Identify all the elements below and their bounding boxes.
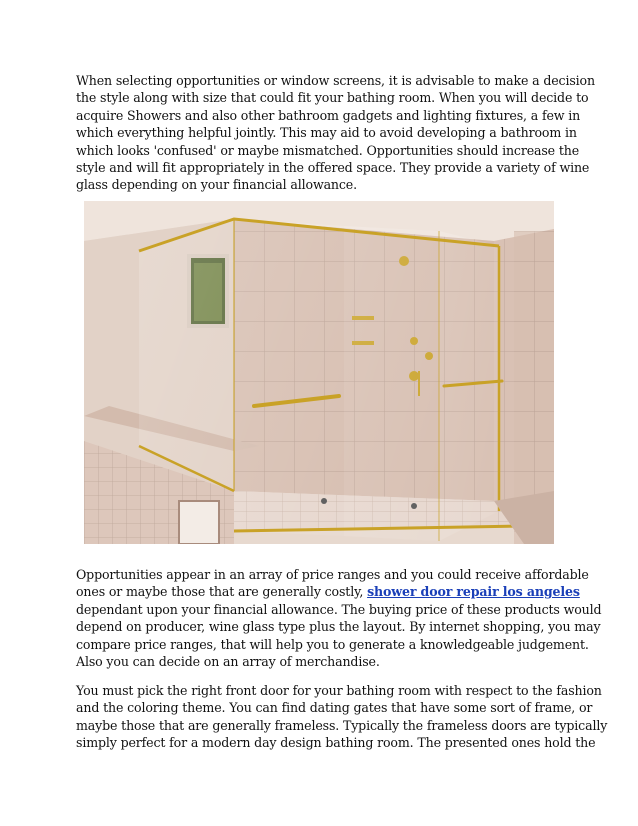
text-line: depend on producer, wine glass type plus the layout. By internet shopping, you may: [76, 619, 601, 635]
text-line: maybe those that are generally frameless. Typically the frameless doors are typically: [76, 717, 608, 733]
text-line: which looks 'confused' or maybe mismatched. Opportunities should increase the: [76, 142, 580, 158]
text-line: and the coloring theme. You can find dating gates that have some sort of frame, or: [76, 700, 593, 716]
text-line: glass depending on your financial allowance.: [76, 177, 357, 193]
shower-enclosure-photo: [84, 201, 554, 544]
text-line: the style along with size that could fit your bathing room. When you will decide to: [76, 90, 589, 106]
paragraph-1: [76, 72, 595, 194]
text-line: dependant upon your financial allowance. The buying price of these products would: [76, 601, 602, 617]
shower-door-repair-link[interactable]: shower door repair los angeles: [367, 584, 580, 600]
text-fragment: ones or maybe those that are generally costly,: [76, 584, 368, 600]
text-line: [76, 583, 580, 600]
text-line: When selecting opportunities or window screens, it is advisable to make a decision: [76, 73, 595, 88]
text-line: You must pick the right front door for your bathing room with respect to the fashion: [76, 683, 602, 698]
text-line: Opportunities appear in an array of price ranges and you could receive affordable: [76, 567, 589, 582]
text-line: compare price ranges, that will help you to generate a knowledgeable judgement.: [76, 636, 589, 652]
text-line: acquire Showers and also other bathroom gadgets and lighting fixtures, a few in: [76, 107, 581, 123]
photo-illustration: [84, 201, 554, 544]
text-line: which everything helpful jointly. This may aid to avoid developing a bathroom in: [76, 125, 577, 141]
paragraph-2: [76, 566, 602, 670]
text-line: Also you can decide on an array of merchandise.: [76, 654, 380, 670]
paragraph-3: [76, 682, 608, 752]
text-line: simply perfect for a modern day design bathing room. The presented ones hold the: [76, 735, 596, 751]
text-line: style and will fit appropriately in the offered space. They provide a variety of wine: [76, 160, 590, 176]
